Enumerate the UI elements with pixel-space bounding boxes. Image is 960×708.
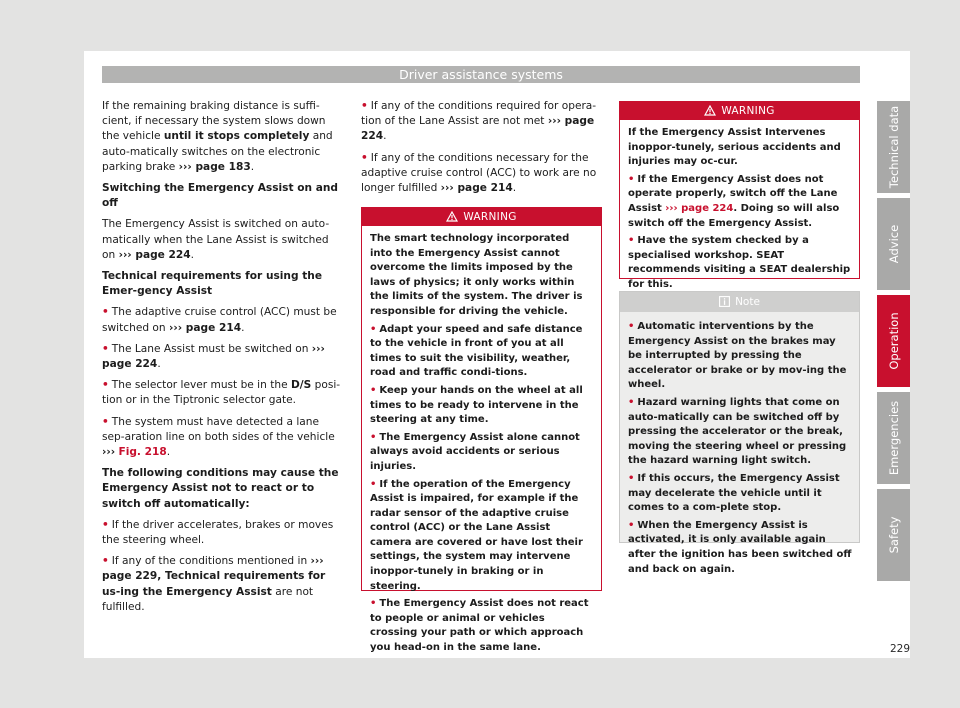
bullet-icon: • [370, 431, 377, 443]
bullet-icon: • [370, 384, 377, 396]
list-item: • Adapt your speed and safe distance to the vehicle in front of you at all times to suit the visibility, weather, road and traffic condi-tions. [370, 323, 583, 379]
bullet-icon: • [370, 598, 377, 610]
tab-operation[interactable]: Operation [877, 295, 910, 387]
bullet-icon: • [628, 321, 635, 332]
info-icon [719, 296, 730, 307]
page-ref-link[interactable]: ››› page 224 [118, 248, 191, 261]
list-item: • If the driver accelerates, brakes or moves the steering wheel. [102, 518, 334, 547]
switching-paragraph: The Emergency Assist is switched on auto-matically when the Lane Assist is switched on ››› page 224. [102, 218, 330, 261]
note-header: Note [620, 292, 859, 312]
tab-safety[interactable]: Safety [877, 489, 910, 581]
bullet-icon: • [628, 235, 635, 247]
page-ref-link[interactable]: ››› page 214 [169, 321, 242, 334]
warning-header: WARNING [362, 208, 601, 226]
note-body [620, 312, 859, 586]
list-item: • The Lane Assist must be switched on ››› page 224. [102, 342, 325, 371]
intro-paragraph: If the remaining braking distance is suffi-cient, if necessary the system slows down the vehicle until it stops completely and auto-matically switches on the electronic parking brake ››› page 183. [102, 100, 333, 173]
middle-column [361, 99, 601, 202]
switching-heading: Switching the Emergency Assist on and off [102, 182, 339, 210]
bullet-icon: • [628, 472, 635, 484]
bullet-icon: • [102, 415, 109, 428]
list-item: • Automatic interventions by the Emergency Assist on the brakes may be interrupted by pressing the accelerator or brake or by mov-ing the wheel. [628, 321, 847, 391]
bullet-icon: • [102, 306, 109, 319]
figure-ref-link[interactable]: Fig. 218 [118, 446, 167, 459]
note-box [619, 291, 860, 575]
page-number: 229 [889, 643, 910, 655]
list-item: • If this occurs, the Emergency Assist may decelerate the vehicle until it comes to a com-plete stop. [628, 472, 840, 514]
list-item: • The selector lever must be in the D/S posi-tion or in the Tiptronic selector gate. [102, 379, 341, 407]
list-item: • If the Emergency Assist does not operate properly, switch off the Lane Assist ››› page 224. Doing so will also switch off the Emergency Assist. [628, 173, 840, 229]
bullet-icon: • [361, 100, 368, 112]
warning-intro: If the Emergency Assist Intervenes inoppor-tunely, serious accidents and injuries may oc-cur. [628, 127, 841, 168]
list-item: • The adaptive cruise control (ACC) must be switched on ››› page 214. [102, 306, 337, 334]
conditions-heading: The following conditions may cause the Emergency Assist not to react or to switch off automatically: [102, 467, 339, 510]
bullet-icon: • [628, 173, 635, 185]
list-item: • Hazard warning lights that come on auto-matically can be switched off by pressing the accelerator or the break, moving the steering wheel or pressing the hazard warning light switch. [628, 396, 847, 467]
warning-box-right [619, 101, 860, 290]
tech-requirements-heading: Technical requirements for using the Emer-gency Assist [102, 270, 323, 298]
page-ref-link[interactable]: ››› page 229, Technical requirements for us-ing the Emergency Assist [102, 555, 326, 598]
bullet-icon: • [102, 379, 109, 392]
list-item: • If any of the conditions mentioned in ››› page 229, Technical requirements for us-ing the Emergency Assist are not fulfilled. [102, 555, 326, 613]
warning-intro: The smart technology incorporated into the Emergency Assist cannot overcome the limits imposed by the laws of physics; it only works within the limits of the system. The driver is responsible for driving the vehicle. [370, 233, 583, 317]
page-ref-link[interactable]: ››› page 183 [178, 160, 251, 173]
page-ref-link[interactable]: ››› page 214 [440, 182, 513, 195]
bullet-icon: • [628, 519, 635, 531]
bullet-icon: • [370, 478, 377, 490]
warning-triangle-icon [704, 105, 716, 116]
tab-technical-data[interactable]: Technical data [877, 101, 910, 193]
list-item: • The system must have detected a lane sep-aration line on both sides of the vehicle ››› Fig. 218. [102, 415, 335, 459]
list-item: • Have the system checked by a specialised workshop. SEAT recommends visiting a SEAT dealership for this. [628, 235, 851, 290]
list-item: • The Emergency Assist does not react to people or animal or vehicles crossing your path or which approach you head-on in the same lane. [370, 598, 589, 654]
list-item: • Keep your hands on the wheel at all times to be ready to intervene in the steering at any time. [370, 384, 583, 426]
warning-triangle-icon [446, 211, 458, 222]
warning-body [362, 226, 601, 665]
warning-box [361, 207, 602, 654]
bullet-icon: • [102, 518, 109, 531]
page-ref-link[interactable]: ››› page 224 [361, 115, 595, 143]
page-header: Driver assistance systems [102, 66, 860, 83]
bullet-icon: • [361, 151, 368, 164]
bullet-icon: • [102, 555, 109, 568]
warning-header: WARNING [620, 102, 859, 120]
bullet-icon: • [370, 323, 377, 335]
warning-body [620, 120, 859, 302]
list-item: • When the Emergency Assist is activated, it is only available again after the ignition has been switched off and back on again. [628, 519, 852, 575]
left-column [102, 99, 342, 621]
page-ref-link[interactable]: ››› page 224 [102, 342, 325, 371]
bullet-icon: • [102, 342, 109, 355]
page-ref-link[interactable]: ››› page 224 [665, 202, 734, 214]
tab-emergencies[interactable]: Emergencies [877, 392, 910, 484]
list-item: • If the operation of the Emergency Assist is impaired, for example if the radar sensor of the adaptive cruise control (ACC) or the Lane Assist camera are covered or have lost their settings, the system may intervene inoppor-tunely in braking or in steering. [370, 478, 583, 592]
tab-advice[interactable]: Advice [877, 198, 910, 290]
list-item: • If any of the conditions required for opera-tion of the Lane Assist are not met ››› page 224. [361, 100, 597, 143]
list-item: • The Emergency Assist alone cannot always avoid accidents or serious injuries. [370, 431, 580, 472]
bullet-icon: • [628, 396, 635, 408]
list-item: • If any of the conditions necessary for the adaptive cruise control (ACC) to work are no longer fulfilled ››› page 214. [361, 151, 597, 195]
